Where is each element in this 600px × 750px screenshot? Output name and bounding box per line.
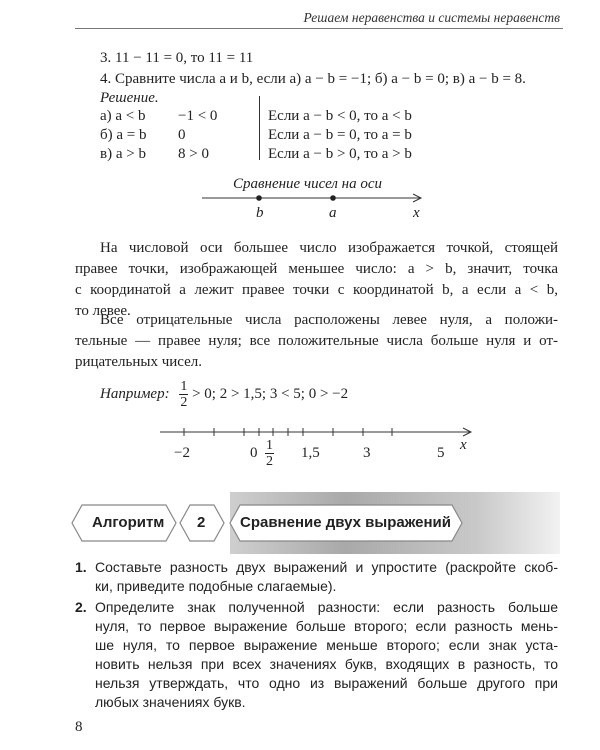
axis2-half-num: 1 <box>266 438 273 453</box>
row-a-label: а) a < b <box>100 108 146 124</box>
running-title: Решаем неравенства и системы неравенств <box>303 10 560 25</box>
example-rest: > 0; 2 > 1,5; 3 < 5; 0 > −2 <box>192 386 349 402</box>
step-1-line: Составьте разность двух выражений и упростите (раскройте скоб- <box>95 559 558 575</box>
axis2-half-den: 2 <box>266 454 273 469</box>
paragraph-1-line: правее точки, изображающей меньшее число: a > b, значит, точка <box>75 261 558 277</box>
step-1-number: 1. <box>75 559 87 575</box>
axis2-label-5: 5 <box>437 445 445 461</box>
step-2-line: нуля, то первое выражение больше второго; если разность мень- <box>95 618 558 634</box>
paragraph-1-line: На числовой оси большее число изображается точкой, стоящей <box>100 240 558 256</box>
line-3: 3. 11 − 11 = 0, то 11 = 11 <box>100 50 254 66</box>
axis1-label-x: x <box>413 205 420 221</box>
example-frac-den: 2 <box>180 395 188 411</box>
algorithm-title: Сравнение двух выражений <box>240 514 451 531</box>
row-a-value: −1 < 0 <box>178 108 218 124</box>
paragraph-2-line: тельные — правее нуля; все положительные числа больше нуля и от- <box>75 333 558 349</box>
axis2-label-x: x <box>460 437 467 453</box>
paragraph-1-line: то левее. <box>75 303 131 319</box>
axis1-label-b: b <box>256 205 264 221</box>
step-2-line: ше нуля, то первое выражение меньше второго; если знак уста- <box>95 637 558 653</box>
step-1 <box>75 558 558 596</box>
axis2-label-half <box>265 438 274 469</box>
solution-label: Решение. <box>100 90 159 106</box>
axis2-label-1-5: 1,5 <box>301 445 320 461</box>
example-frac-num: 1 <box>180 379 188 395</box>
axis1-caption: Сравнение чисел на оси <box>233 176 383 192</box>
step-1-line: ки, приведите подобные слагаемые). <box>95 578 337 594</box>
example-line <box>100 374 348 414</box>
axis1-label-a: a <box>329 205 337 221</box>
paragraph-1-line: с координатой a лежит правее точки с координатой b, а если a < b, <box>75 282 558 298</box>
row-b-label: б) a = b <box>100 127 147 143</box>
paragraph-2-line: Все отрицательные числа расположены левее нуля, а положи- <box>100 312 558 328</box>
algorithm-label: Алгоритм <box>92 514 165 531</box>
step-2-line: любых значениях букв. <box>95 694 246 710</box>
row-b-rule: Если a − b = 0, то a = b <box>268 127 412 143</box>
algorithm-number: 2 <box>197 514 206 531</box>
row-c-rule: Если a − b > 0, то a > b <box>268 146 412 162</box>
example-label: Например: <box>100 386 170 402</box>
axis2-label-0: 0 <box>250 445 258 461</box>
step-2-line: новить нельзя при всех значениях букв, входящих в разность, то <box>95 656 558 672</box>
step-2 <box>75 598 558 712</box>
line-4: 4. Сравните числа a и b, если а) a − b = −1; б) a − b = 0; в) a − b = 8. <box>100 71 526 87</box>
axis2-label-minus2: −2 <box>174 445 190 461</box>
page-number: 8 <box>75 719 83 735</box>
paragraph-2-line: рицательных чисел. <box>75 354 203 370</box>
step-2-line: Определите знак полученной разности: если разность больше <box>95 599 558 615</box>
row-b-value: 0 <box>178 127 186 143</box>
axis1-point-a <box>330 195 336 201</box>
step-2-line: нельзя утверждать, что одно из выражений больше другого при <box>95 675 558 691</box>
axis2-label-3: 3 <box>363 445 371 461</box>
row-a-rule: Если a − b < 0, то a < b <box>268 108 412 124</box>
example-fraction <box>179 379 188 410</box>
row-c-value: 8 > 0 <box>178 146 209 162</box>
step-2-number: 2. <box>75 599 87 615</box>
row-c-label: в) a > b <box>100 146 146 162</box>
axis1-point-b <box>256 195 262 201</box>
